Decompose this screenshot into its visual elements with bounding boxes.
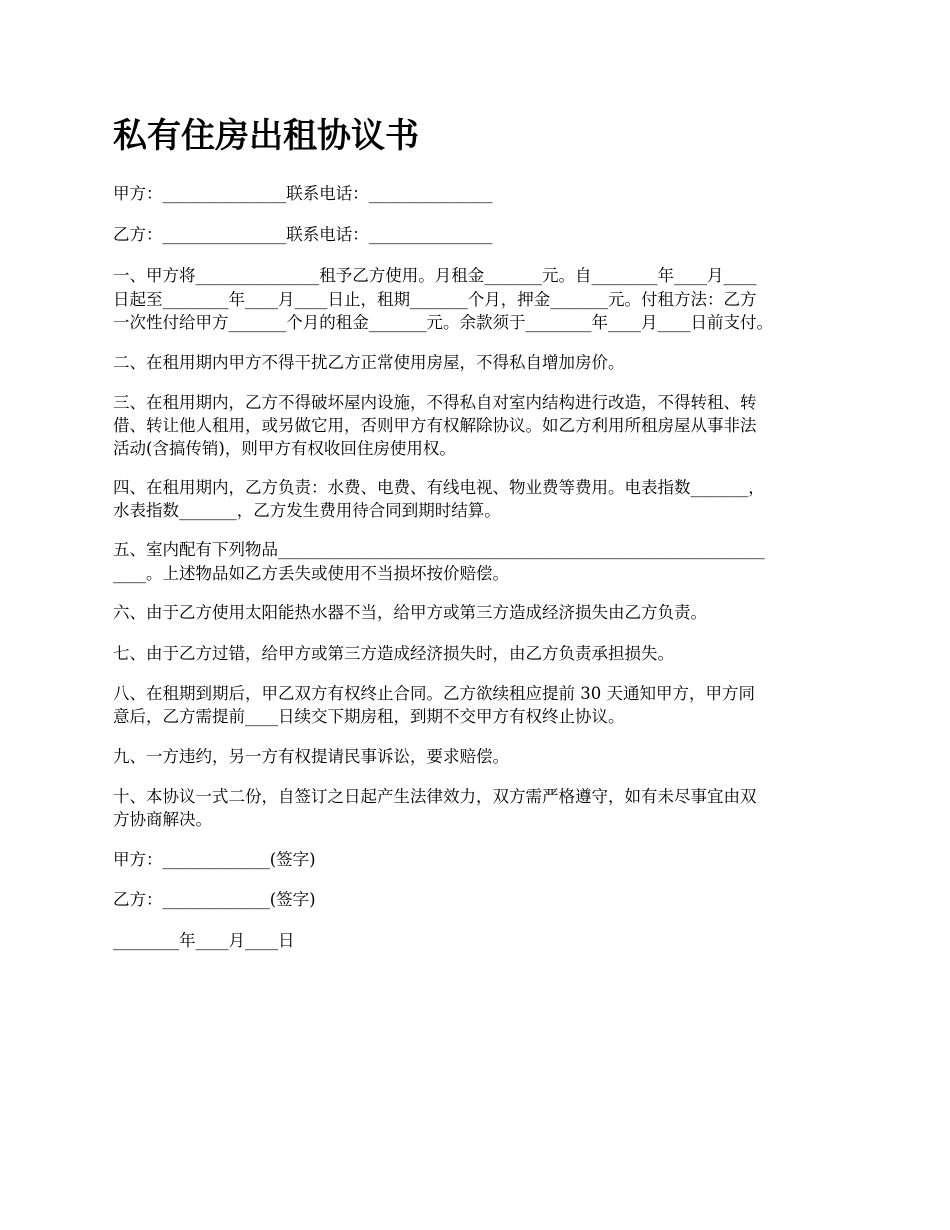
- party-b-contact-line: 乙方：_______________联系电话：_______________: [113, 225, 493, 244]
- clause-1-line-1: 一、甲方将_______________租予乙方使用。月租金_______元。自________年____月____: [113, 266, 757, 285]
- clause-3-line-3: 活动(含搞传销)，则甲方有权收回住房使用权。: [113, 439, 456, 458]
- clause-6: 六、由于乙方使用太阳能热水器不当，给甲方或第三方造成经济损失由乙方负责。: [113, 603, 707, 622]
- clause-9: 九、一方违约，另一方有权提请民事诉讼，要求赔偿。: [113, 747, 509, 766]
- clause-3-line-1: 三、在租用期内，乙方不得破坏屋内设施，不得私自对室内结构进行改造，不得转租、转: [113, 393, 757, 412]
- clause-8-line-2: 意后，乙方需提前____日续交下期房租，到期不交甲方有权终止协议。: [113, 707, 625, 726]
- date-line: ________年____月____日: [113, 931, 295, 950]
- document-title: 私有住房出租协议书: [113, 116, 419, 156]
- clause-10-line-2: 方协商解决。: [113, 810, 212, 829]
- party-a-contact-line: 甲方：_______________联系电话：_______________: [113, 184, 493, 203]
- clause-1-line-2: 日起至________年____月____日止，租期_______个月，押金_______元。付租方法：乙方: [113, 290, 757, 309]
- party-b-signature-line: 乙方：_____________(签字): [113, 890, 316, 909]
- clause-8-line-1: 八、在租期到期后，甲乙双方有权终止合同。乙方欲续租应提前 30 天通知甲方，甲方同: [113, 684, 755, 703]
- clause-4-line-2: 水表指数_______，乙方发生费用待合同到期时结算。: [113, 501, 501, 520]
- clause-1-line-3: 一次性付给甲方_______个月的租金_______元。余款须于________年____月____日前支付。: [113, 313, 773, 332]
- clause-7: 七、由于乙方过错，给甲方或第三方造成经济损失时，由乙方负责承担损失。: [113, 644, 674, 663]
- clause-4-line-1: 四、在租用期内，乙方负责：水费、电费、有线电视、物业费等费用。电表指数_______，: [113, 478, 765, 497]
- clause-5-line-2: ____。上述物品如乙方丢失或使用不当损坏按价赔偿。: [113, 564, 509, 583]
- party-a-signature-line: 甲方：_____________(签字): [113, 850, 316, 869]
- clause-3-line-2: 借、转让他人租用，或另做它用，否则甲方有权解除协议。如乙方利用所租房屋从事非法: [113, 416, 757, 435]
- clause-2: 二、在租用期内甲方不得干扰乙方正常使用房屋，不得私自增加房价。: [113, 353, 625, 372]
- clause-5-line-1: 五、室内配有下列物品___________________________________________________________: [113, 540, 765, 559]
- clause-10-line-1: 十、本协议一式二份，自签订之日起产生法律效力，双方需严格遵守，如有未尽事宜由双: [113, 787, 757, 806]
